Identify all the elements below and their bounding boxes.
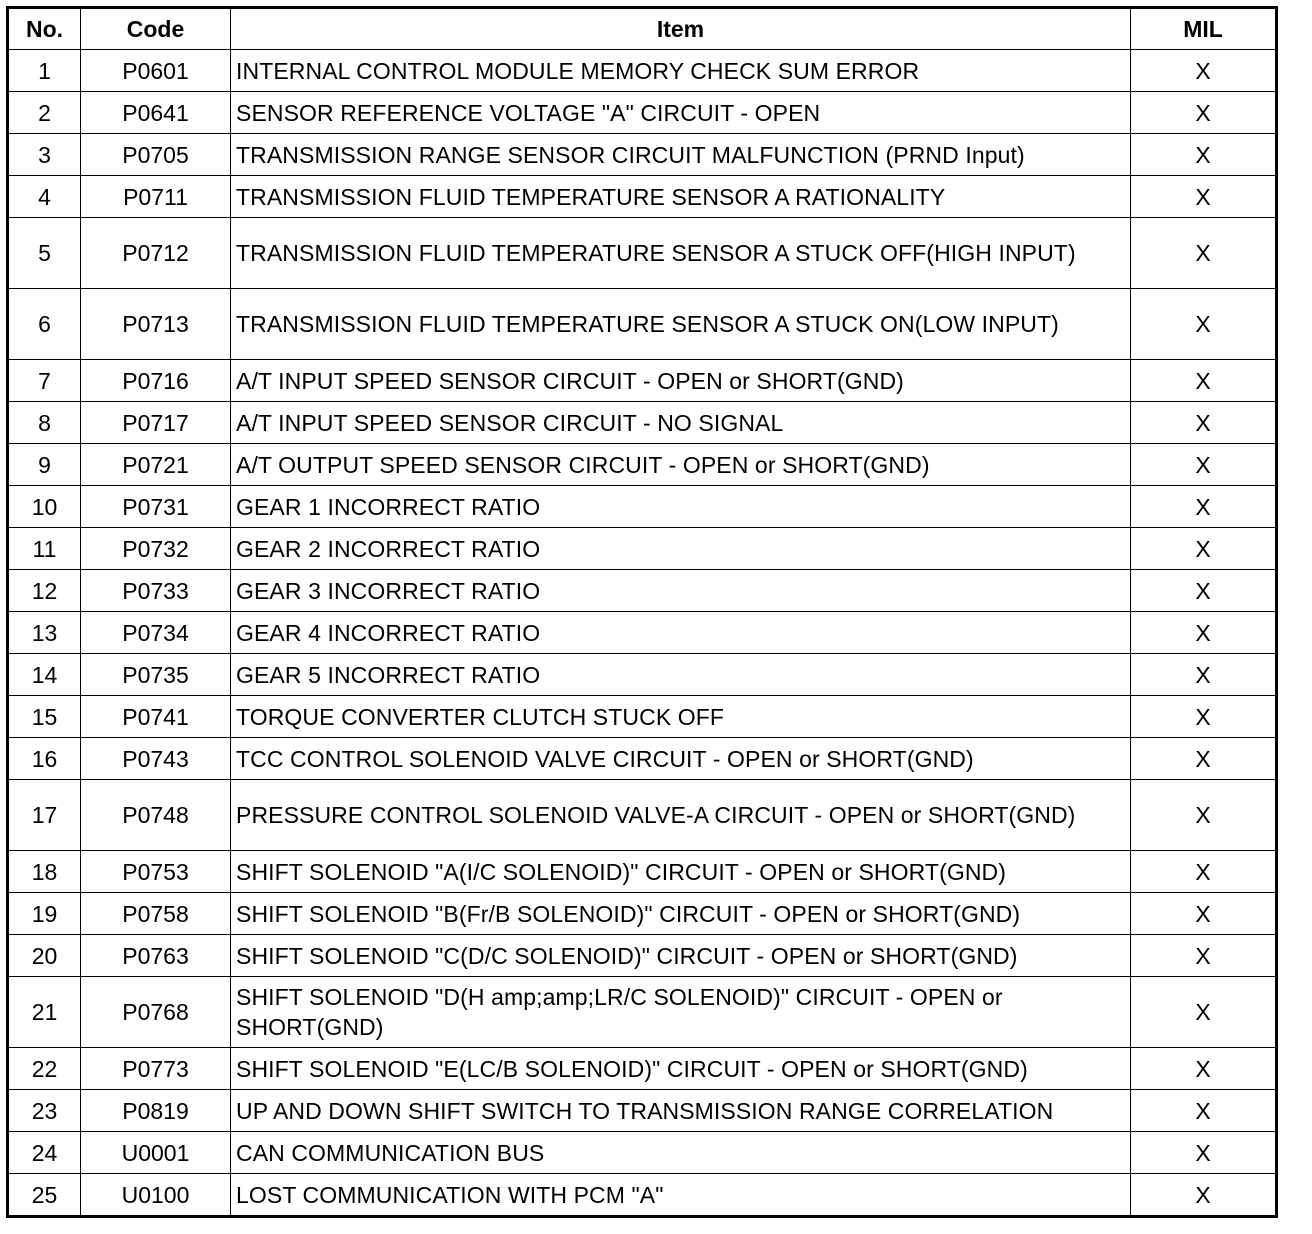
row-item: PRESSURE CONTROL SOLENOID VALVE-A CIRCUIT - OPEN or SHORT(GND) — [231, 780, 1131, 851]
row-mil: X — [1131, 218, 1277, 289]
row-number: 21 — [8, 977, 81, 1048]
header-code: Code — [81, 8, 231, 50]
row-mil: X — [1131, 444, 1277, 486]
header-row — [8, 8, 1277, 50]
row-code: P0601 — [81, 50, 231, 92]
row-number: 13 — [8, 612, 81, 654]
row-item: GEAR 1 INCORRECT RATIO — [231, 486, 1131, 528]
row-code: P0773 — [81, 1048, 231, 1090]
table-header — [8, 8, 1277, 50]
row-mil: X — [1131, 935, 1277, 977]
row-item: GEAR 2 INCORRECT RATIO — [231, 528, 1131, 570]
table-row — [8, 360, 1277, 402]
row-number: 8 — [8, 402, 81, 444]
row-code: P0748 — [81, 780, 231, 851]
table-row — [8, 935, 1277, 977]
row-item: UP AND DOWN SHIFT SWITCH TO TRANSMISSION RANGE CORRELATION — [231, 1090, 1131, 1132]
row-item: A/T INPUT SPEED SENSOR CIRCUIT - OPEN or SHORT(GND) — [231, 360, 1131, 402]
row-mil: X — [1131, 696, 1277, 738]
table-row — [8, 486, 1277, 528]
row-code: P0734 — [81, 612, 231, 654]
table-row — [8, 1132, 1277, 1174]
table-row — [8, 1048, 1277, 1090]
row-number: 6 — [8, 289, 81, 360]
row-mil: X — [1131, 654, 1277, 696]
row-number: 14 — [8, 654, 81, 696]
row-code: P0731 — [81, 486, 231, 528]
row-code: P0819 — [81, 1090, 231, 1132]
table-row — [8, 654, 1277, 696]
row-item: SHIFT SOLENOID "B(Fr/B SOLENOID)" CIRCUIT - OPEN or SHORT(GND) — [231, 893, 1131, 935]
table-row — [8, 92, 1277, 134]
row-mil: X — [1131, 176, 1277, 218]
row-item: TRANSMISSION FLUID TEMPERATURE SENSOR A STUCK OFF(HIGH INPUT) — [231, 218, 1131, 289]
row-code: P0763 — [81, 935, 231, 977]
row-item: TRANSMISSION RANGE SENSOR CIRCUIT MALFUNCTION (PRND Input) — [231, 134, 1131, 176]
row-item: GEAR 5 INCORRECT RATIO — [231, 654, 1131, 696]
table-row — [8, 218, 1277, 289]
row-mil: X — [1131, 50, 1277, 92]
row-number: 20 — [8, 935, 81, 977]
table-row — [8, 444, 1277, 486]
row-code: P0758 — [81, 893, 231, 935]
row-mil: X — [1131, 528, 1277, 570]
row-item: SENSOR REFERENCE VOLTAGE "A" CIRCUIT - OPEN — [231, 92, 1131, 134]
header-item: Item — [231, 8, 1131, 50]
row-mil: X — [1131, 1132, 1277, 1174]
row-number: 17 — [8, 780, 81, 851]
row-item: SHIFT SOLENOID "D(H amp;amp;LR/C SOLENOID)" CIRCUIT - OPEN or SHORT(GND) — [231, 977, 1131, 1048]
row-mil: X — [1131, 893, 1277, 935]
row-item: INTERNAL CONTROL MODULE MEMORY CHECK SUM ERROR — [231, 50, 1131, 92]
table-row — [8, 402, 1277, 444]
row-mil: X — [1131, 570, 1277, 612]
row-code: U0001 — [81, 1132, 231, 1174]
row-item: TCC CONTROL SOLENOID VALVE CIRCUIT - OPEN or SHORT(GND) — [231, 738, 1131, 780]
row-mil: X — [1131, 851, 1277, 893]
table-body — [8, 50, 1277, 1217]
row-number: 22 — [8, 1048, 81, 1090]
table-row — [8, 612, 1277, 654]
dtc-table — [6, 6, 1278, 1218]
row-mil: X — [1131, 360, 1277, 402]
row-code: P0741 — [81, 696, 231, 738]
row-mil: X — [1131, 402, 1277, 444]
row-number: 25 — [8, 1174, 81, 1217]
header-mil: MIL — [1131, 8, 1277, 50]
row-code: P0717 — [81, 402, 231, 444]
row-item: SHIFT SOLENOID "C(D/C SOLENOID)" CIRCUIT - OPEN or SHORT(GND) — [231, 935, 1131, 977]
row-mil: X — [1131, 1090, 1277, 1132]
row-number: 11 — [8, 528, 81, 570]
row-number: 1 — [8, 50, 81, 92]
row-mil: X — [1131, 612, 1277, 654]
table-row — [8, 570, 1277, 612]
row-number: 3 — [8, 134, 81, 176]
row-item: GEAR 3 INCORRECT RATIO — [231, 570, 1131, 612]
row-mil: X — [1131, 1048, 1277, 1090]
row-number: 7 — [8, 360, 81, 402]
table-row — [8, 738, 1277, 780]
row-mil: X — [1131, 486, 1277, 528]
row-item: SHIFT SOLENOID "E(LC/B SOLENOID)" CIRCUIT - OPEN or SHORT(GND) — [231, 1048, 1131, 1090]
row-mil: X — [1131, 977, 1277, 1048]
row-code: P0733 — [81, 570, 231, 612]
table-row — [8, 696, 1277, 738]
table-row — [8, 50, 1277, 92]
table-row — [8, 780, 1277, 851]
row-number: 2 — [8, 92, 81, 134]
row-code: P0732 — [81, 528, 231, 570]
table-row — [8, 528, 1277, 570]
row-mil: X — [1131, 134, 1277, 176]
row-code: P0705 — [81, 134, 231, 176]
row-number: 5 — [8, 218, 81, 289]
table-row — [8, 851, 1277, 893]
row-number: 16 — [8, 738, 81, 780]
row-code: P0721 — [81, 444, 231, 486]
table-row — [8, 1174, 1277, 1217]
row-number: 15 — [8, 696, 81, 738]
row-item: LOST COMMUNICATION WITH PCM "A" — [231, 1174, 1131, 1217]
row-code: P0735 — [81, 654, 231, 696]
row-code: P0641 — [81, 92, 231, 134]
header-no: No. — [8, 8, 81, 50]
row-code: P0768 — [81, 977, 231, 1048]
row-number: 23 — [8, 1090, 81, 1132]
table-row — [8, 134, 1277, 176]
row-number: 18 — [8, 851, 81, 893]
row-code: P0716 — [81, 360, 231, 402]
table-row — [8, 176, 1277, 218]
row-code: P0711 — [81, 176, 231, 218]
row-mil: X — [1131, 780, 1277, 851]
row-item: A/T INPUT SPEED SENSOR CIRCUIT - NO SIGNAL — [231, 402, 1131, 444]
row-number: 12 — [8, 570, 81, 612]
row-code: U0100 — [81, 1174, 231, 1217]
row-number: 24 — [8, 1132, 81, 1174]
row-item: TRANSMISSION FLUID TEMPERATURE SENSOR A STUCK ON(LOW INPUT) — [231, 289, 1131, 360]
row-mil: X — [1131, 1174, 1277, 1217]
row-number: 10 — [8, 486, 81, 528]
row-item: GEAR 4 INCORRECT RATIO — [231, 612, 1131, 654]
row-mil: X — [1131, 289, 1277, 360]
row-code: P0712 — [81, 218, 231, 289]
row-item: TORQUE CONVERTER CLUTCH STUCK OFF — [231, 696, 1131, 738]
table-row — [8, 1090, 1277, 1132]
row-code: P0753 — [81, 851, 231, 893]
row-code: P0713 — [81, 289, 231, 360]
row-code: P0743 — [81, 738, 231, 780]
row-item: A/T OUTPUT SPEED SENSOR CIRCUIT - OPEN or SHORT(GND) — [231, 444, 1131, 486]
row-mil: X — [1131, 738, 1277, 780]
row-number: 19 — [8, 893, 81, 935]
row-mil: X — [1131, 92, 1277, 134]
row-item: SHIFT SOLENOID "A(I/C SOLENOID)" CIRCUIT - OPEN or SHORT(GND) — [231, 851, 1131, 893]
table-row — [8, 289, 1277, 360]
table-row — [8, 893, 1277, 935]
row-number: 4 — [8, 176, 81, 218]
row-item: CAN COMMUNICATION BUS — [231, 1132, 1131, 1174]
row-number: 9 — [8, 444, 81, 486]
table-row — [8, 977, 1277, 1048]
row-item: TRANSMISSION FLUID TEMPERATURE SENSOR A RATIONALITY — [231, 176, 1131, 218]
